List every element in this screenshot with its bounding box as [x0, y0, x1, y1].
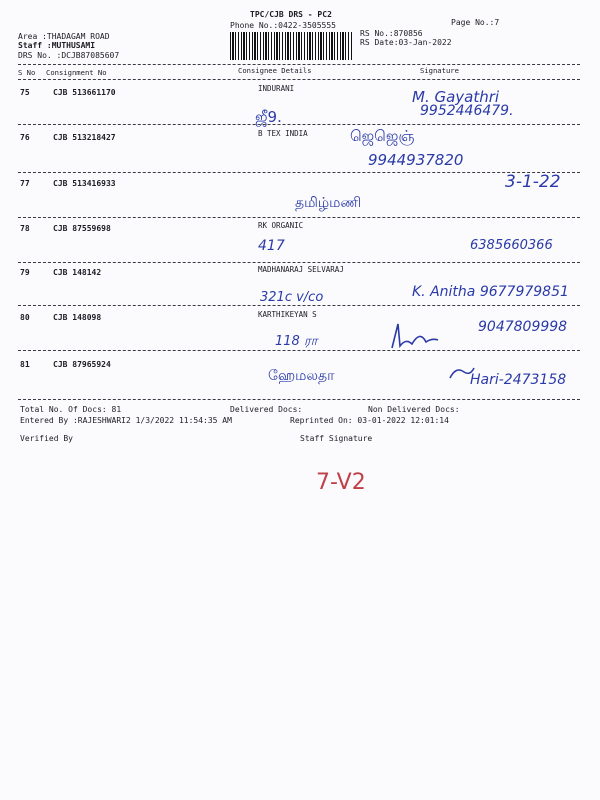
row-consignee: INDURANI — [258, 84, 295, 93]
row-sno: 80 — [20, 313, 30, 322]
row-consignment: CJB 148142 — [53, 268, 102, 277]
row-divider — [18, 305, 580, 306]
signature-address: 321c v/co — [260, 290, 324, 305]
row-consignment: CJB 87559698 — [53, 224, 111, 233]
signature-scribble: ஹேமலதா — [268, 368, 335, 384]
total-docs: Total No. Of Docs: 81 — [20, 405, 122, 414]
entered-by: Entered By :RAJESHWARI2 1/3/2022 11:54:35 AM — [20, 416, 232, 425]
drs-number: DRS No. :DCJB87085607 — [18, 51, 120, 60]
row-divider — [18, 172, 580, 173]
signature-name-phone: Hari-2473158 — [470, 372, 567, 388]
signature-scribble: தமிழ்மணி — [295, 195, 362, 211]
row-consignee: MADHANARAJ SELVARAJ — [258, 265, 344, 274]
signature-phone: 9944937820 — [368, 151, 464, 169]
row-consignee: RK ORGANIC — [258, 221, 304, 230]
signature-flourish — [448, 364, 476, 382]
rs-number: RS No.:870856 — [360, 29, 423, 38]
document-title: TPC/CJB DRS - PC2 — [250, 10, 332, 19]
row-divider — [18, 262, 580, 263]
row-consignment: CJB 87965924 — [53, 360, 111, 369]
signature-name: M. Gayathri — [412, 88, 500, 106]
area-label: Area :THADAGAM ROAD — [18, 32, 110, 41]
row-consignment: CJB 513416933 — [53, 179, 116, 188]
row-consignee: B TEX INDIA — [258, 129, 308, 138]
signature-address: 118 ரா — [275, 334, 318, 349]
signature-scribble: ஜீ9. — [255, 108, 282, 126]
row-divider — [18, 217, 580, 218]
row-divider — [18, 124, 580, 125]
staff-label: Staff :MUTHUSAMI — [18, 41, 96, 50]
row-consignment: CJB 513661170 — [53, 88, 116, 97]
phone-number: Phone No.:0422-3505555 — [230, 21, 336, 30]
row-sno: 79 — [20, 268, 30, 277]
row-sno: 75 — [20, 88, 30, 97]
reprinted-on: Reprinted On: 03-01-2022 12:01:14 — [290, 416, 449, 425]
row-divider — [18, 350, 580, 351]
signature-phone: 9952446479. — [420, 103, 514, 119]
col-sno: S No — [18, 68, 36, 77]
signature-date: 3-1-22 — [505, 172, 561, 192]
row-sno: 78 — [20, 224, 30, 233]
signature-name-phone: K. Anitha 9677979851 — [412, 284, 569, 300]
staff-signature: Staff Signature — [300, 434, 373, 443]
header-rule-bottom — [18, 79, 580, 80]
col-consignment: Consignment No — [46, 68, 107, 77]
signature-phone: 6385660366 — [470, 238, 553, 253]
verified-by: Verified By — [20, 434, 73, 443]
signature-door-number: 417 — [258, 238, 285, 254]
header-rule-top — [18, 64, 580, 65]
row-sno: 81 — [20, 360, 30, 369]
row-sno: 76 — [20, 133, 30, 142]
handwritten-note: 7-V2 — [316, 470, 366, 495]
col-signature: Signature — [420, 66, 459, 75]
signature-phone: 9047809998 — [478, 319, 568, 335]
row-consignment: CJB 148098 — [53, 313, 102, 322]
signature-scribble: ஜெஜெஞ் — [350, 127, 415, 145]
table-rule-bottom — [18, 399, 580, 400]
row-sno: 77 — [20, 179, 30, 188]
delivered-docs: Delivered Docs: — [230, 405, 303, 414]
barcode — [230, 32, 352, 60]
page-number: Page No.:7 — [451, 18, 500, 27]
col-consignee: Consignee Details — [238, 66, 312, 75]
signature-mark — [386, 318, 444, 354]
rs-date: RS Date:03-Jan-2022 — [360, 38, 452, 47]
row-consignee: KARTHIKEYAN S — [258, 310, 317, 319]
non-delivered-docs: Non Delivered Docs: — [368, 405, 460, 414]
row-consignment: CJB 513218427 — [53, 133, 116, 142]
